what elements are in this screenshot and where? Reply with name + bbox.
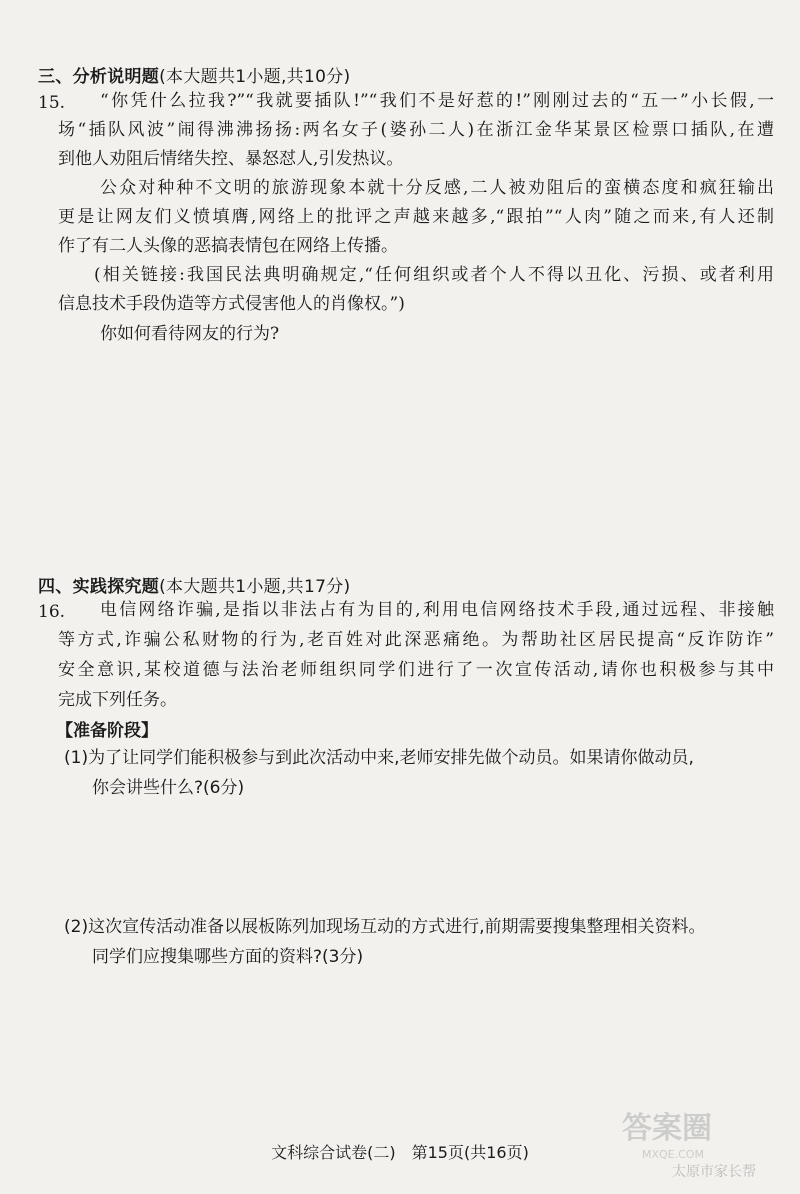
task-2-line-1: (2)这次宣传活动准备以展板陈列加现场互动的方式进行,前期需要搜集整理相关资料。 [64,917,706,937]
watermark-logo [612,1100,782,1180]
q15-line-4: 公众对种种不文明的旅游现象本就十分反感,二人被劝阻后的蛮横态度和疯狂输出 [100,178,774,198]
q16-line-3: 安全意识,某校道德与法治老师组织同学们进行了一次宣传活动,请你也积极参与其中 [58,660,774,680]
watermark-text: 答案圈 [622,1111,712,1146]
question-16-number: 16. [38,602,66,622]
q15-line-6: 作了有二人头像的恶搞表情包在网络上传播。 [58,236,398,256]
q15-prompt: 你如何看待网友的行为? [100,324,280,344]
section-3-heading [38,62,350,87]
section-4-subtitle: (本大题共1小题,共17分) [159,577,351,597]
q16-line-2: 等方式,诈骗公私财物的行为,老百姓对此深恶痛绝。为帮助社区居民提高“反诈防诈” [58,630,774,650]
q15-line-1: “你凭什么拉我?”“我就要插队!”“我们不是好惹的!”刚刚过去的“五一”小长假,一 [100,91,774,111]
section-4-heading [38,572,350,597]
section-3-title: 三、分析说明题 [38,67,160,87]
q15-line-5: 更是让网友们义愤填膺,网络上的批评之声越来越多,“跟拍”“人肉”随之而来,有人还制 [58,207,774,227]
q15-link-line-2: 信息技术手段伪造等方式侵害他人的肖像权。”) [58,294,405,314]
q15-link-line-1: (相关链接:我国民法典明确规定,“任何组织或者个人不得以丑化、污损、或者利用 [94,265,774,285]
task-1-line-1: (1)为了让同学们能积极参与到此次活动中来,老师安排先做个动员。如果请你做动员, [64,748,694,768]
preparation-stage-label: 【准备阶段】 [56,721,158,741]
q15-line-3: 到他人劝阻后情绪失控、暴怒怼人,引发热议。 [58,149,404,169]
watermark-caption: 太原市家长帮 [672,1164,756,1180]
q16-line-4: 完成下列任务。 [58,690,177,710]
question-15-number: 15. [38,93,66,113]
page-footer: 文科综合试卷(二) 第15页(共16页) [271,1143,529,1162]
watermark-url: MXQE.COM [642,1148,704,1161]
task-2-line-2: 同学们应搜集哪些方面的资料?(3分) [92,947,364,967]
q15-line-2: 场“插队风波”闹得沸沸扬扬:两名女子(婆孙二人)在浙江金华某景区检票口插队,在遭 [58,120,774,140]
task-1-line-2: 你会讲些什么?(6分) [92,778,245,798]
section-4-title: 四、实践探究题 [38,577,160,597]
section-3-subtitle: (本大题共1小题,共10分) [159,67,351,87]
q16-line-1: 电信网络诈骗,是指以非法占有为目的,利用电信网络技术手段,通过远程、非接触 [100,600,774,620]
